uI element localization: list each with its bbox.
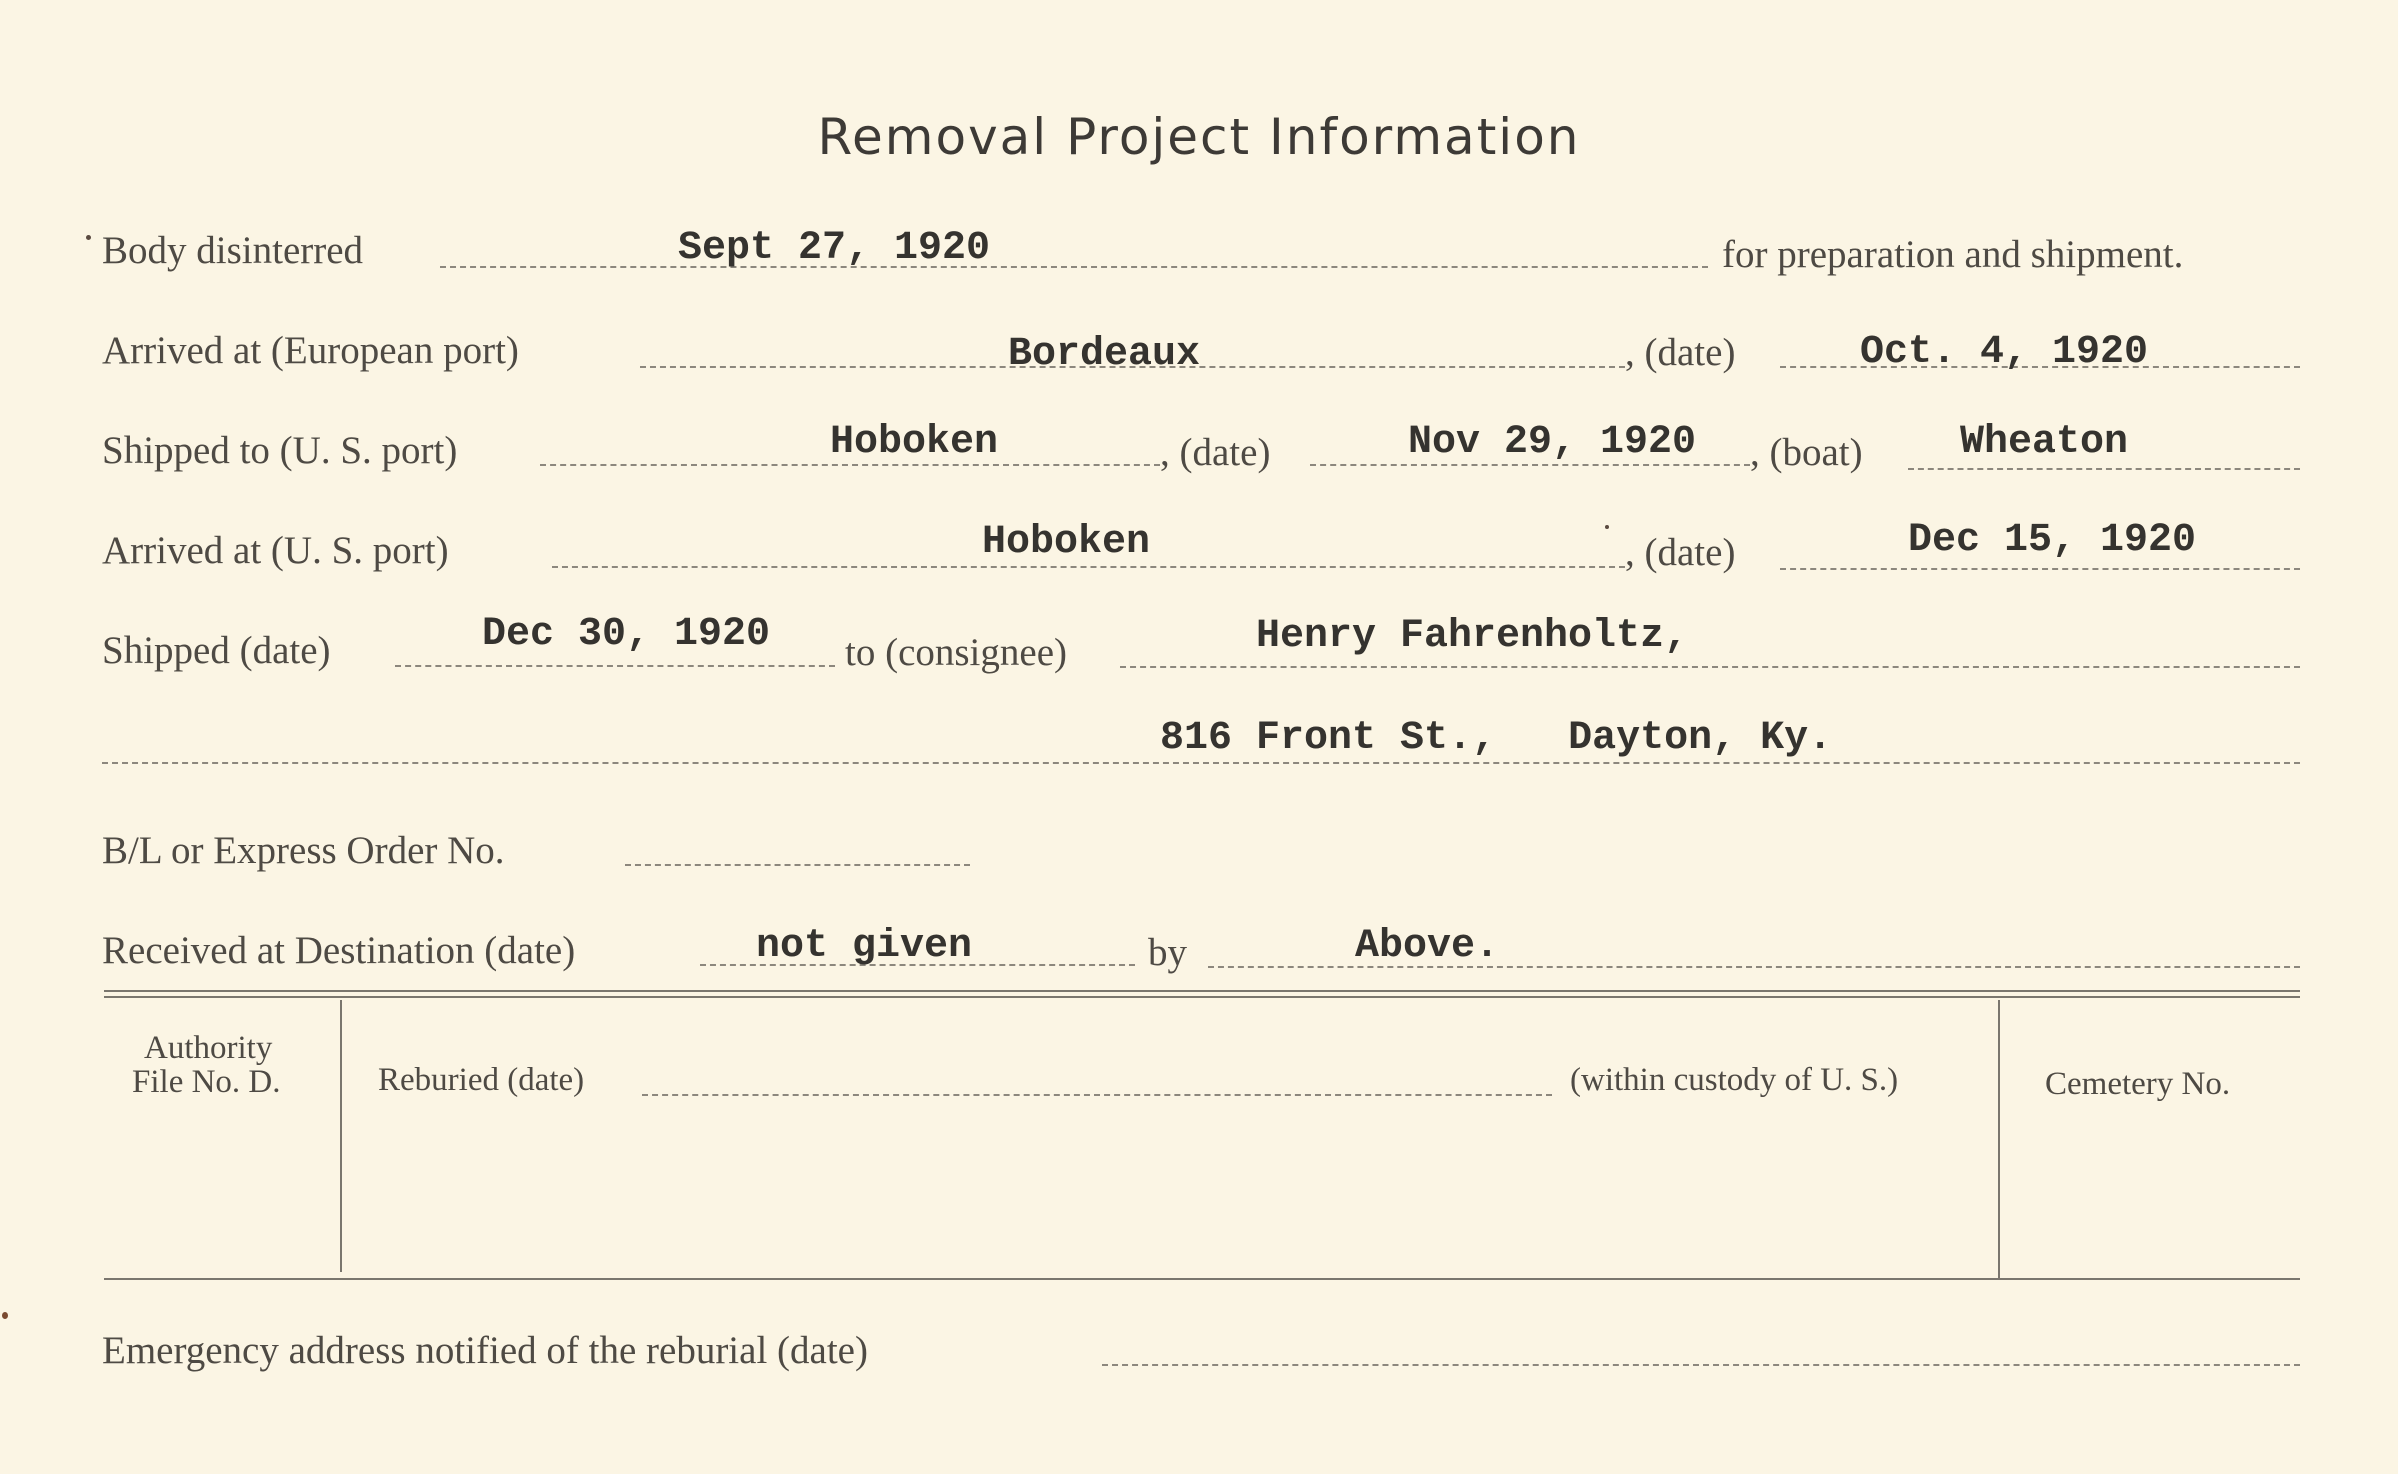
label-us-arrived-date: , (date) — [1625, 531, 1736, 574]
value-consignee: Henry Fahrenholtz, — [1256, 614, 1689, 659]
value-us-arrived-date: Dec 15, 1920 — [1908, 518, 2197, 563]
label-to-consignee: to (consignee) — [845, 631, 1068, 674]
value-european-date: Oct. 4, 1920 — [1860, 330, 2149, 375]
label-arrived-european: Arrived at (European port) — [102, 329, 519, 372]
value-us-shipped-date: Nov 29, 1920 — [1408, 420, 1697, 465]
column-divider-right — [1998, 1000, 2000, 1278]
field-line-emergency-date — [1102, 1364, 2300, 1366]
field-line-disinterred — [440, 266, 1708, 268]
field-line-us-arrived-date — [1780, 568, 2300, 570]
value-us-port-arrived: Hoboken — [982, 520, 1151, 565]
value-us-port-shipped: Hoboken — [830, 420, 999, 465]
label-file-no: File No. D. — [132, 1064, 281, 1100]
label-arrived-us: Arrived at (U. S. port) — [102, 529, 449, 572]
label-boat: , (boat) — [1750, 431, 1863, 474]
label-emergency: Emergency address notified of the reburial (date) — [102, 1329, 868, 1372]
label-within-custody: (within custody of U. S.) — [1570, 1062, 1899, 1098]
label-european-date: , (date) — [1625, 331, 1736, 374]
label-bl-express: B/L or Express Order No. — [102, 829, 505, 872]
label-shipped-date: Shipped (date) — [102, 629, 331, 672]
divider-table-bottom — [104, 1278, 2300, 1280]
field-line-shipped-date — [395, 665, 835, 667]
value-received-by: Above. — [1355, 924, 1500, 969]
divider-double-top — [104, 990, 2300, 992]
label-for-preparation: for preparation and shipment. — [1722, 233, 2184, 276]
label-authority: Authority — [144, 1030, 273, 1066]
value-received-date: not given — [756, 924, 973, 969]
value-european-port: Bordeaux — [1008, 332, 1201, 377]
field-line-address — [102, 762, 2300, 764]
stray-ink-mark — [86, 235, 91, 240]
label-shipped-to-us: Shipped to (U. S. port) — [102, 429, 458, 472]
value-address: 816 Front St., Dayton, Ky. — [1160, 716, 1833, 761]
value-boat: Wheaton — [1960, 420, 2129, 465]
field-line-consignee — [1120, 666, 2300, 668]
value-shipped-date: Dec 30, 1920 — [482, 612, 771, 657]
field-line-us-port-arrived — [552, 566, 1625, 568]
value-disinterred-date: Sept 27, 1920 — [678, 226, 991, 271]
label-received-destination: Received at Destination (date) — [102, 929, 576, 972]
column-divider-left — [340, 1000, 342, 1272]
field-line-reburied-date — [642, 1094, 1552, 1096]
card-title: Removal Project Information — [817, 108, 1581, 166]
label-by: by — [1148, 931, 1187, 974]
label-reburied: Reburied (date) — [378, 1062, 585, 1098]
label-body-disinterred: Body disinterred — [102, 229, 364, 272]
stray-ink-mark — [1605, 525, 1609, 529]
divider-double-bottom — [104, 996, 2300, 998]
label-cemetery-no: Cemetery No. — [2045, 1066, 2231, 1102]
stray-ink-mark — [2, 1312, 8, 1319]
field-line-boat — [1908, 468, 2300, 470]
field-line-bl-number — [625, 864, 970, 866]
label-us-shipped-date: , (date) — [1160, 431, 1271, 474]
